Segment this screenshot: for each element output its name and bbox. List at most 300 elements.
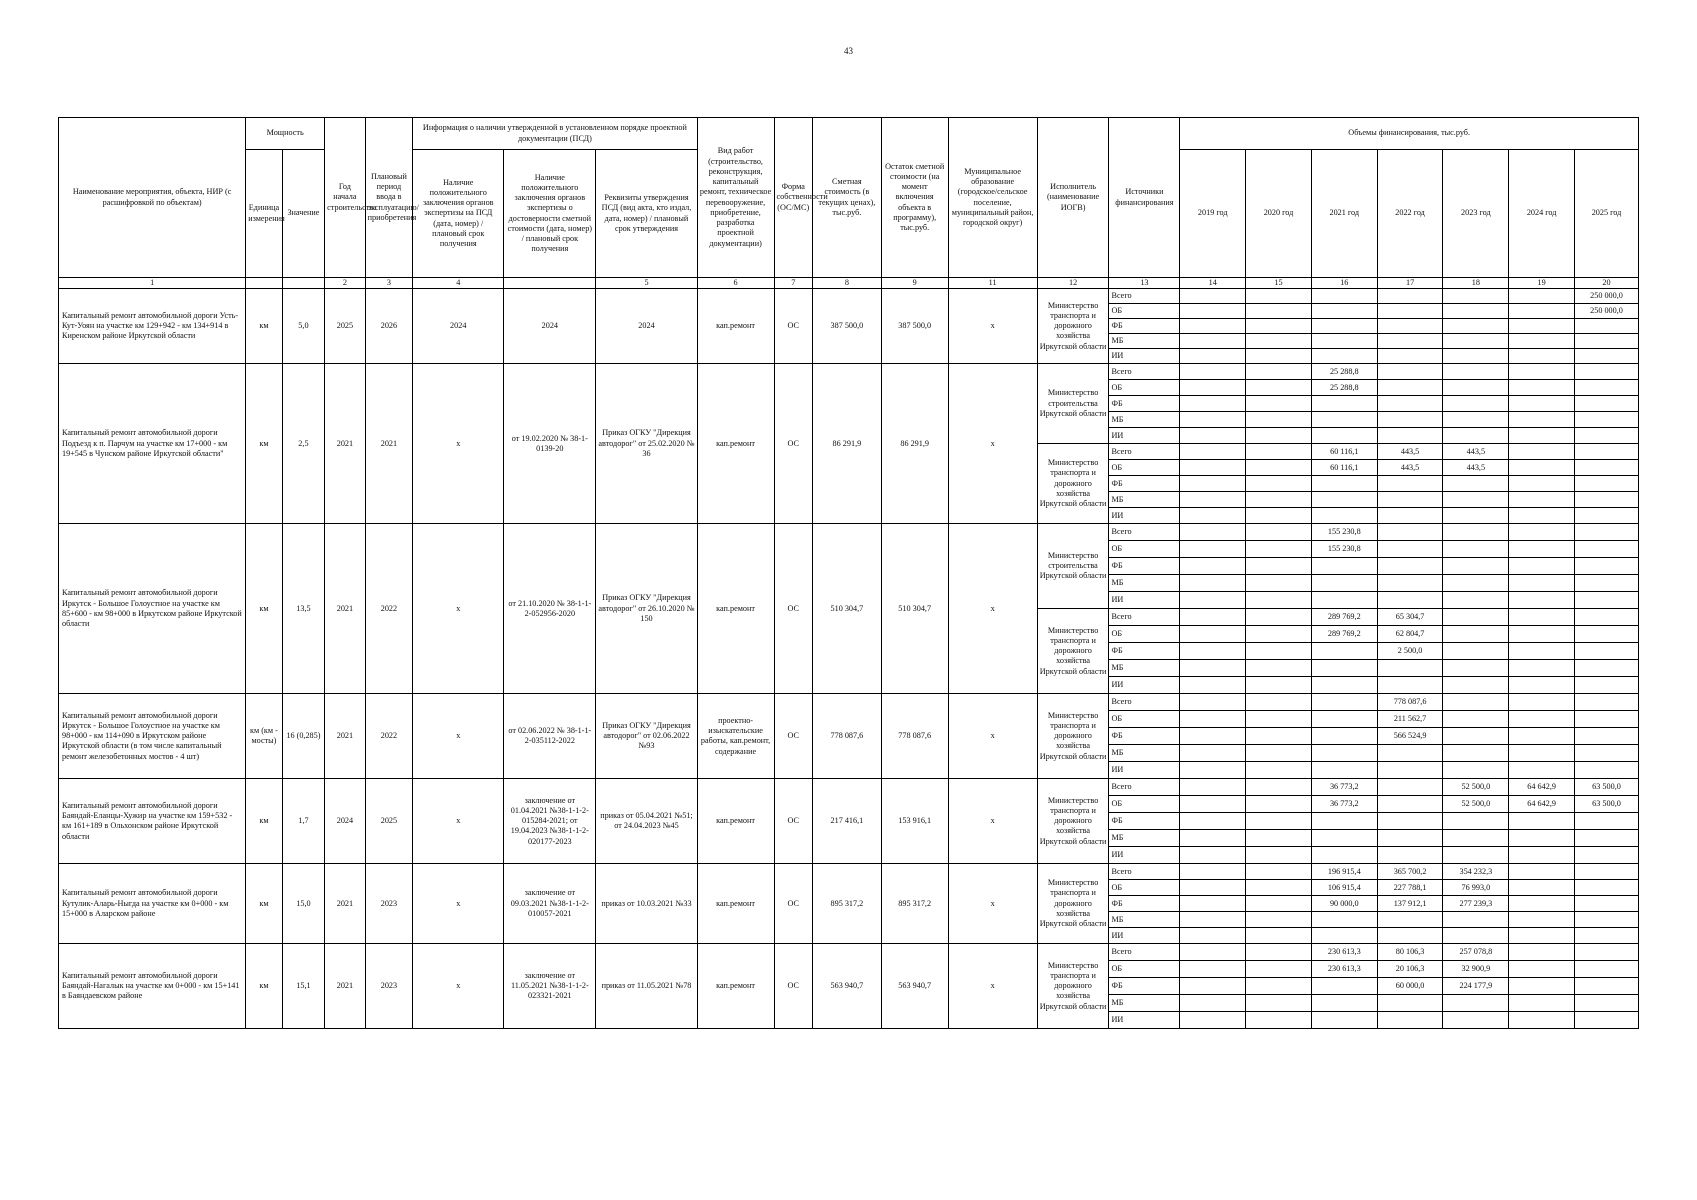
funding-amount [1509,762,1575,779]
funding-amount [1443,928,1509,944]
funding-amount [1575,830,1639,847]
funding-amount: 63 500,0 [1575,779,1639,796]
object-remaining-cost: 510 304,7 [881,524,948,694]
funding-amount [1443,728,1509,745]
funding-amount [1575,626,1639,643]
funding-amount [1311,304,1377,319]
funding-amount [1575,995,1639,1012]
header-start-year: Год начала строительства [325,118,365,278]
funding-amount [1575,896,1639,912]
funding-amount [1377,677,1443,694]
funding-amount: 64 642,9 [1509,796,1575,813]
funding-amount [1443,541,1509,558]
object-start-year: 2024 [325,779,365,864]
funding-amount [1311,289,1377,304]
funding-amount [1246,334,1312,349]
funding-amount [1246,508,1312,524]
funding-source-label: ИИ [1109,677,1180,694]
funding-amount [1443,830,1509,847]
object-start-year: 2021 [325,864,365,944]
executor-cell: Министерство транспорта и дорожного хозяйства Иркутской области [1037,944,1109,1029]
funding-amount [1246,460,1312,476]
funding-amount [1443,745,1509,762]
funding-amount [1180,694,1246,711]
funding-amount [1246,364,1312,380]
object-estimated-cost: 563 940,7 [812,944,881,1029]
object-municipality: х [948,364,1037,524]
funding-amount [1443,694,1509,711]
executor-cell: Министерство транспорта и дорожного хозяйства Иркутской области [1037,444,1109,524]
funding-source-label: ИИ [1109,928,1180,944]
funding-source-label: ОБ [1109,961,1180,978]
funding-amount [1443,380,1509,396]
funding-amount: 196 915,4 [1311,864,1377,880]
funding-amount [1509,396,1575,412]
header-planned-period: Плановый период ввода в эксплуатацию/приобретения [365,118,413,278]
funding-amount [1443,349,1509,364]
funding-amount: 60 116,1 [1311,460,1377,476]
funding-amount: 365 700,2 [1377,864,1443,880]
funding-amount [1575,609,1639,626]
funding-amount: 25 288,8 [1311,364,1377,380]
object-remaining-cost: 153 916,1 [881,779,948,864]
funding-amount [1509,643,1575,660]
funding-amount [1575,592,1639,609]
funding-amount [1246,575,1312,592]
funding-source-label: ФБ [1109,396,1180,412]
funding-amount [1575,762,1639,779]
funding-amount [1509,444,1575,460]
funding-amount [1180,728,1246,745]
funding-source-label: Всего [1109,779,1180,796]
funding-amount [1575,476,1639,492]
funding-amount [1509,524,1575,541]
funding-amount [1246,609,1312,626]
object-unit: км [246,944,282,1029]
object-remaining-cost: 387 500,0 [881,289,948,364]
object-start-year: 2021 [325,524,365,694]
object-psd-approval: приказ от 10.03.2021 №33 [596,864,697,944]
funding-amount [1246,476,1312,492]
object-ownership: ОС [774,364,812,524]
funding-source-label: Всего [1109,444,1180,460]
funding-amount [1246,396,1312,412]
funding-amount [1311,830,1377,847]
funding-amount [1311,592,1377,609]
table-row [59,364,1639,380]
object-psd-approval: Приказ ОГКУ "Дирекция автодорог" от 02.06.2022 №93 [596,694,697,779]
funding-amount [1180,492,1246,508]
object-capacity-value: 5,0 [282,289,325,364]
object-psd-expertise: х [413,944,504,1029]
funding-amount [1575,711,1639,728]
funding-amount: 64 642,9 [1509,779,1575,796]
funding-amount [1443,412,1509,428]
funding-amount: 566 524,9 [1377,728,1443,745]
funding-amount [1509,660,1575,677]
object-psd-approval: Приказ ОГКУ "Дирекция автодорог" от 25.02.2020 № 36 [596,364,697,524]
funding-amount: 257 078,8 [1443,944,1509,961]
executor-cell: Министерство транспорта и дорожного хозяйства Иркутской области [1037,694,1109,779]
funding-amount [1575,508,1639,524]
funding-amount [1311,928,1377,944]
executor-cell: Министерство транспорта и дорожного хозяйства Иркутской области [1037,609,1109,694]
object-work-type: кап.ремонт [697,864,774,944]
table-row [59,289,1639,304]
funding-amount [1575,1012,1639,1029]
header-psd-info: Информация о наличии утвержденной в установленном порядке проектной документации (ПСД) [413,118,697,150]
funding-amount [1509,830,1575,847]
table-row [59,524,1639,541]
funding-amount [1575,961,1639,978]
funding-amount [1246,847,1312,864]
funding-amount: 277 239,3 [1443,896,1509,912]
funding-amount [1509,319,1575,334]
object-remaining-cost: 86 291,9 [881,364,948,524]
header-name: Наименование мероприятия, объекта, НИР (с расшифровкой по объектам) [59,118,246,278]
funding-amount [1575,677,1639,694]
object-start-year: 2021 [325,944,365,1029]
funding-amount [1575,660,1639,677]
object-estimated-cost: 86 291,9 [812,364,881,524]
object-ownership: ОС [774,864,812,944]
executor-cell: Министерство строительства Иркутской области [1037,364,1109,444]
object-cost-expertise: заключение от 11.05.2021 №38-1-1-2-023321-2021 [504,944,596,1029]
funding-amount [1509,541,1575,558]
object-name: Капитальный ремонт автомобильной дороги Баяндай-Еланцы-Хужир на участке км 159+532 - км 161+189 в Ольхонском районе Иркутской области [59,779,246,864]
funding-amount [1575,558,1639,575]
funding-amount [1180,304,1246,319]
funding-amount [1180,978,1246,995]
funding-amount [1246,896,1312,912]
funding-source-label: ФБ [1109,896,1180,912]
funding-amount [1180,928,1246,944]
funding-amount [1246,626,1312,643]
funding-amount [1443,847,1509,864]
funding-amount: 224 177,9 [1443,978,1509,995]
funding-amount [1377,412,1443,428]
funding-amount [1377,364,1443,380]
funding-amount [1311,762,1377,779]
object-work-type: кап.ремонт [697,289,774,364]
funding-amount [1377,995,1443,1012]
object-cost-expertise: от 02.06.2022 № 38-1-1-2-035112-2022 [504,694,596,779]
funding-source-label: МБ [1109,492,1180,508]
funding-amount [1575,412,1639,428]
funding-amount [1509,492,1575,508]
column-number: 2 [325,278,365,289]
executor-cell: Министерство транспорта и дорожного хозяйства Иркутской области [1037,779,1109,864]
funding-amount [1509,304,1575,319]
funding-amount [1180,864,1246,880]
funding-source-label: МБ [1109,575,1180,592]
funding-source-label: МБ [1109,660,1180,677]
object-planned-period: 2022 [365,694,413,779]
funding-amount [1377,779,1443,796]
funding-amount [1575,319,1639,334]
funding-amount [1575,380,1639,396]
object-ownership: ОС [774,524,812,694]
funding-amount [1377,796,1443,813]
column-number [282,278,325,289]
column-number: 16 [1311,278,1377,289]
funding-amount [1180,396,1246,412]
funding-source-label: Всего [1109,694,1180,711]
object-municipality: х [948,524,1037,694]
funding-amount [1180,428,1246,444]
funding-amount [1246,995,1312,1012]
funding-amount [1509,944,1575,961]
funding-amount [1180,626,1246,643]
funding-amount [1246,524,1312,541]
funding-amount [1443,304,1509,319]
funding-amount [1180,847,1246,864]
funding-amount [1180,558,1246,575]
funding-amount: 230 613,3 [1311,944,1377,961]
funding-amount [1311,660,1377,677]
funding-amount [1509,289,1575,304]
funding-amount [1575,492,1639,508]
funding-amount [1377,334,1443,349]
header-executor: Исполнитель (наименование ИОГВ) [1037,118,1109,278]
column-number: 14 [1180,278,1246,289]
object-cost-expertise: от 19.02.2020 № 38-1-0139-20 [504,364,596,524]
funding-amount [1443,762,1509,779]
funding-amount: 60 000,0 [1377,978,1443,995]
page-number: 43 [844,46,853,56]
funding-amount [1180,524,1246,541]
funding-source-label: ИИ [1109,508,1180,524]
funding-amount [1311,643,1377,660]
funding-amount [1443,626,1509,643]
object-name: Капитальный ремонт автомобильной дороги Подъезд к п. Парчум на участке км 17+000 - км 19+545 в Чунском районе Иркутской области" [59,364,246,524]
funding-source-label: ФБ [1109,558,1180,575]
header-estimated-cost: Сметная стоимость (в текущих ценах), тыс.руб. [812,118,881,278]
header-year: 2025 год [1575,150,1639,278]
funding-amount [1509,864,1575,880]
object-name: Капитальный ремонт автомобильной дороги Кутулик-Аларь-Ныгда на участке км 0+000 - км 15+000 в Аларском районе [59,864,246,944]
funding-source-label: ФБ [1109,643,1180,660]
funding-source-label: ФБ [1109,978,1180,995]
header-year: 2019 год [1180,150,1246,278]
funding-amount [1180,779,1246,796]
funding-amount [1246,444,1312,460]
object-municipality: х [948,289,1037,364]
funding-amount [1246,289,1312,304]
funding-amount: 155 230,8 [1311,524,1377,541]
funding-amount [1575,444,1639,460]
object-planned-period: 2022 [365,524,413,694]
table-row [59,864,1639,880]
funding-amount [1180,961,1246,978]
object-name: Капитальный ремонт автомобильной дороги Баяндай-Нагалык на участке км 0+000 - км 15+141 в Баяндаевском районе [59,944,246,1029]
funding-source-label: Всего [1109,609,1180,626]
funding-amount [1311,334,1377,349]
funding-amount [1311,558,1377,575]
funding-amount: 76 993,0 [1443,880,1509,896]
funding-amount [1377,813,1443,830]
table-row [59,944,1639,961]
funding-source-label: ОБ [1109,796,1180,813]
funding-amount [1377,762,1443,779]
funding-amount [1443,396,1509,412]
funding-amount [1575,643,1639,660]
column-number: 17 [1377,278,1443,289]
funding-amount: 90 000,0 [1311,896,1377,912]
header-cost-expertise: Наличие положительного заключения органов экспертизы о достоверности сметной стоимости (дата, номер) / плановый срок получения [504,150,596,278]
funding-amount [1575,928,1639,944]
funding-amount [1246,928,1312,944]
header-year: 2020 год [1246,150,1312,278]
funding-amount [1311,978,1377,995]
funding-amount [1180,830,1246,847]
funding-amount: 155 230,8 [1311,541,1377,558]
column-number [246,278,282,289]
funding-amount [1443,1012,1509,1029]
funding-amount: 20 106,3 [1377,961,1443,978]
funding-amount [1509,813,1575,830]
funding-amount [1509,978,1575,995]
funding-amount [1180,813,1246,830]
funding-amount [1246,558,1312,575]
funding-amount [1246,319,1312,334]
header-year: 2023 год [1443,150,1509,278]
object-estimated-cost: 895 317,2 [812,864,881,944]
object-work-type: проектно-изыскательские работы, кап.ремонт, содержание [697,694,774,779]
object-planned-period: 2023 [365,944,413,1029]
funding-amount [1311,847,1377,864]
funding-amount [1443,592,1509,609]
funding-amount [1377,396,1443,412]
funding-amount [1443,428,1509,444]
funding-amount [1246,796,1312,813]
funding-amount [1575,541,1639,558]
funding-amount [1246,412,1312,428]
object-ownership: ОС [774,944,812,1029]
header-capacity: Мощность [246,118,325,150]
funding-amount [1443,609,1509,626]
object-capacity-value: 15,1 [282,944,325,1029]
funding-amount [1575,813,1639,830]
funding-amount: 354 232,3 [1443,864,1509,880]
funding-amount: 778 087,6 [1377,694,1443,711]
funding-source-label: ОБ [1109,711,1180,728]
funding-amount [1377,476,1443,492]
funding-amount [1509,380,1575,396]
funding-amount [1180,476,1246,492]
funding-amount [1180,711,1246,728]
funding-amount [1443,524,1509,541]
funding-amount [1443,289,1509,304]
object-municipality: х [948,944,1037,1029]
funding-amount [1509,694,1575,711]
funding-amount [1509,428,1575,444]
funding-amount [1180,796,1246,813]
funding-source-label: ОБ [1109,380,1180,396]
object-remaining-cost: 563 940,7 [881,944,948,1029]
object-cost-expertise: 2024 [504,289,596,364]
header-year: 2024 год [1509,150,1575,278]
header-work-type: Вид работ (строительство, реконструкция, капитальный ремонт, техническое перевооружение, приобретение, разработка проектной документации) [697,118,774,278]
funding-amount: 63 500,0 [1575,796,1639,813]
funding-amount [1443,677,1509,694]
object-name: Капитальный ремонт автомобильной дороги Иркутск - Большое Голоустное на участке км 98+000 - км 114+090 в Иркутском районе Иркутской области (в том числе капитальный ремонт железобетонных мостов - 4 шт) [59,694,246,779]
object-work-type: кап.ремонт [697,944,774,1029]
object-estimated-cost: 510 304,7 [812,524,881,694]
funding-amount: 443,5 [1377,460,1443,476]
object-psd-expertise: х [413,694,504,779]
funding-amount [1246,978,1312,995]
header-funding-volumes: Объемы финансирования, тыс.руб. [1180,118,1639,150]
funding-amount [1377,304,1443,319]
executor-cell: Министерство строительства Иркутской области [1037,524,1109,609]
funding-amount [1246,1012,1312,1029]
funding-amount [1443,319,1509,334]
funding-amount: 80 106,3 [1377,944,1443,961]
funding-amount [1575,428,1639,444]
funding-amount [1509,476,1575,492]
object-unit: км [246,364,282,524]
funding-amount [1575,864,1639,880]
funding-amount [1575,694,1639,711]
funding-source-label: ИИ [1109,847,1180,864]
object-cost-expertise: заключение от 09.03.2021 №38-1-1-2-010057-2021 [504,864,596,944]
object-cost-expertise: от 21.10.2020 № 38-1-1-2-052956-2020 [504,524,596,694]
object-psd-approval: 2024 [596,289,697,364]
funding-amount [1311,728,1377,745]
funding-amount [1311,575,1377,592]
funding-amount [1575,524,1639,541]
funding-amount [1311,492,1377,508]
funding-amount [1377,541,1443,558]
funding-amount: 32 900,9 [1443,961,1509,978]
funding-amount [1180,745,1246,762]
object-work-type: кап.ремонт [697,524,774,694]
funding-amount: 52 500,0 [1443,796,1509,813]
funding-amount: 289 769,2 [1311,609,1377,626]
funding-amount [1509,847,1575,864]
funding-amount [1443,995,1509,1012]
funding-amount [1246,880,1312,896]
funding-amount [1377,592,1443,609]
funding-amount [1311,711,1377,728]
funding-amount [1377,575,1443,592]
funding-amount [1377,912,1443,928]
object-ownership: ОС [774,694,812,779]
funding-amount [1509,745,1575,762]
funding-source-label: Всего [1109,944,1180,961]
object-municipality: х [948,694,1037,779]
funding-amount [1246,944,1312,961]
financing-table [58,117,1639,1029]
funding-amount: 137 912,1 [1377,896,1443,912]
funding-amount [1246,428,1312,444]
funding-source-label: МБ [1109,412,1180,428]
funding-source-label: ФБ [1109,476,1180,492]
funding-source-label: ИИ [1109,592,1180,609]
funding-amount [1575,460,1639,476]
object-ownership: ОС [774,779,812,864]
column-number: 18 [1443,278,1509,289]
funding-amount [1246,779,1312,796]
funding-amount [1180,380,1246,396]
funding-amount [1180,508,1246,524]
funding-amount [1180,1012,1246,1029]
object-psd-approval: Приказ ОГКУ "Дирекция автодорог" от 26.10.2020 № 150 [596,524,697,694]
funding-amount [1509,609,1575,626]
funding-amount [1311,476,1377,492]
funding-amount [1509,575,1575,592]
